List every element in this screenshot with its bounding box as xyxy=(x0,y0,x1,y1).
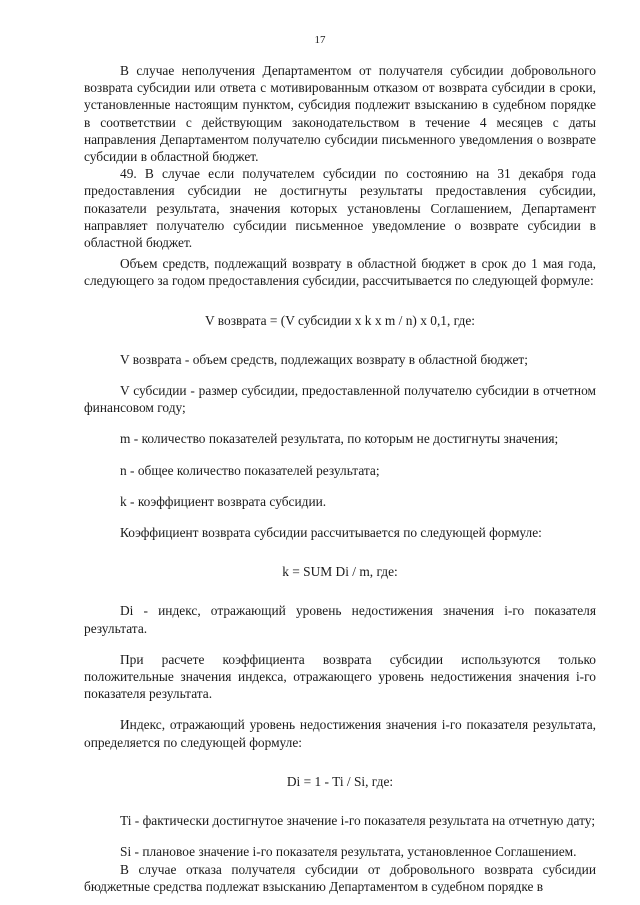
paragraph-di-intro: Индекс, отражающий уровень недостижения значения i-го показателя результата, определяется по следующей формуле: xyxy=(84,717,596,750)
paragraph-di-note: При расчете коэффициента возврата субсидии используются только положительные значения индекса, отражающего уровень недостижения значения i-го показателя результата. xyxy=(84,651,596,702)
definition-m: m - количество показателей результата, по которым не достигнуты значения; xyxy=(120,431,559,447)
formula-di: Di = 1 - Ti / Si, где: xyxy=(286,773,394,789)
page-number: 17 xyxy=(314,34,326,46)
definition-ti: Ti - фактически достигнутое значение i-го показателя результата на отчетную дату; xyxy=(120,813,596,829)
paragraph-refusal: В случае отказа получателя субсидии от добровольного возврата субсидии бюджетные средства подлежат взысканию Департаментом в судебном порядке в xyxy=(84,861,596,894)
paragraph-refund-volume: Объем средств, подлежащий возврату в областной бюджет в срок до 1 мая года, следующего за годом предоставления субсидии, рассчитывается по следующей формуле: xyxy=(84,256,596,289)
formula-refund-volume: V возврата = (V субсидии x k x m / n) x 0,1, где: xyxy=(205,312,475,328)
paragraph-clause-49: 49. В случае если получателем субсидии по состоянию на 31 декабря года предоставления субсидии не достигнуты результаты предоставления субсидии, показатели результата, значения которых установлены Соглашением, Департамент направляет получателю субсидии письменное уведомление о возврате субсидии в областной бюджет. xyxy=(84,166,596,251)
formula-k: k = SUM Di / m, где: xyxy=(282,564,398,580)
definition-k: k - коэффициент возврата субсидии. xyxy=(120,493,327,509)
definition-di: Di - индекс, отражающий уровень недостижения значения i-го показателя результата. xyxy=(84,603,596,636)
paragraph-collection-procedure: В случае неполучения Департаментом от получателя субсидии добровольного возврата субсидии или ответа с мотивированным отказом от возврата субсидии в сроки, установленные настоящим пунктом, субсидия подлежит взысканию в судебном порядке в соответствии с действующим законодательством в течение 4 месяцев с даты направления Департаментом получателю субсидии письменного уведомления о возврате субсидии в областной бюджет. xyxy=(84,63,596,165)
document-body xyxy=(84,62,596,895)
definition-v-return: V возврата - объем средств, подлежащих возврату в областной бюджет; xyxy=(120,351,528,367)
definition-v-subsidy: V субсидии - размер субсидии, предоставленной получателю субсидии в отчетном финансовом году; xyxy=(84,383,596,416)
definition-si: Si - плановое значение i-го показателя результата, установленное Соглашением. xyxy=(120,844,577,860)
definition-n: n - общее количество показателей результата; xyxy=(120,462,380,478)
paragraph-k-intro: Коэффициент возврата субсидии рассчитывается по следующей формуле: xyxy=(120,525,542,541)
